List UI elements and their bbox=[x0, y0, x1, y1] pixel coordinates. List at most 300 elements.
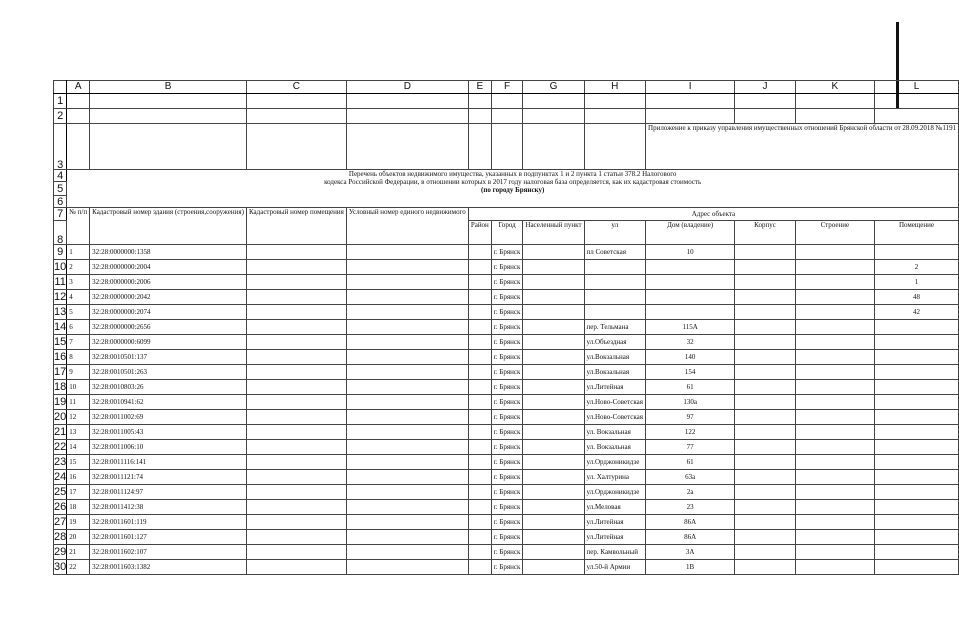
cell-house[interactable]: 61 bbox=[646, 380, 735, 395]
cell-street[interactable] bbox=[584, 260, 646, 275]
cell-conditional-number[interactable] bbox=[346, 290, 468, 305]
row-header[interactable]: 12 bbox=[54, 291, 67, 303]
cell-district[interactable] bbox=[468, 290, 491, 305]
cell-conditional-number[interactable] bbox=[346, 425, 468, 440]
cell[interactable] bbox=[584, 124, 646, 170]
cell-premise-cadastral[interactable] bbox=[246, 485, 346, 500]
cell[interactable] bbox=[67, 124, 90, 170]
cell-district[interactable] bbox=[468, 320, 491, 335]
cell[interactable] bbox=[523, 109, 584, 124]
column-header-j[interactable]: J bbox=[735, 81, 796, 94]
cell-building-cadastral[interactable]: 32:28:0000000:2006 bbox=[90, 275, 247, 290]
cell[interactable] bbox=[523, 94, 584, 109]
cell[interactable] bbox=[90, 109, 247, 124]
cell-premise-cadastral[interactable] bbox=[246, 365, 346, 380]
cell-district[interactable] bbox=[468, 515, 491, 530]
cell-district[interactable] bbox=[468, 485, 491, 500]
cell-conditional-number[interactable] bbox=[346, 305, 468, 320]
cell-settlement[interactable] bbox=[523, 380, 584, 395]
cell-district[interactable] bbox=[468, 530, 491, 545]
cell-city[interactable]: г. Брянск bbox=[491, 515, 523, 530]
cell-num[interactable]: 22 bbox=[67, 560, 90, 575]
cell-city[interactable]: г. Брянск bbox=[491, 305, 523, 320]
cell[interactable] bbox=[67, 94, 90, 109]
cell[interactable] bbox=[874, 109, 958, 124]
cell-corpus[interactable] bbox=[735, 380, 796, 395]
cell-street[interactable]: ул.Объездная bbox=[584, 335, 646, 350]
cell-structure[interactable] bbox=[795, 380, 874, 395]
cell-city[interactable]: г. Брянск bbox=[491, 275, 523, 290]
cell-building-cadastral[interactable]: 32:28:0011412:38 bbox=[90, 500, 247, 515]
row-header[interactable]: 29 bbox=[54, 546, 67, 558]
cell-settlement[interactable] bbox=[523, 485, 584, 500]
cell-district[interactable] bbox=[468, 335, 491, 350]
cell-city[interactable]: г. Брянск bbox=[491, 500, 523, 515]
cell[interactable] bbox=[795, 109, 874, 124]
cell-city[interactable]: г. Брянск bbox=[491, 395, 523, 410]
cell-corpus[interactable] bbox=[735, 455, 796, 470]
cell-corpus[interactable] bbox=[735, 395, 796, 410]
cell-city[interactable]: г. Брянск bbox=[491, 380, 523, 395]
cell-street[interactable]: пл Советская bbox=[584, 245, 646, 260]
cell-building-cadastral[interactable]: 32:28:0011601:127 bbox=[90, 530, 247, 545]
cell-district[interactable] bbox=[468, 545, 491, 560]
cell-house[interactable]: 77 bbox=[646, 440, 735, 455]
cell-premise[interactable] bbox=[874, 380, 958, 395]
cell[interactable] bbox=[584, 109, 646, 124]
cell-structure[interactable] bbox=[795, 260, 874, 275]
cell-city[interactable]: г. Брянск bbox=[491, 290, 523, 305]
row-header[interactable]: 23 bbox=[54, 456, 67, 468]
cell-street[interactable]: ул.50-й Армии bbox=[584, 560, 646, 575]
row-header[interactable]: 10 bbox=[54, 261, 67, 273]
cell-premise[interactable] bbox=[874, 350, 958, 365]
cell-settlement[interactable] bbox=[523, 470, 584, 485]
cell-conditional-number[interactable] bbox=[346, 560, 468, 575]
cell-street[interactable]: ул.Литейная bbox=[584, 380, 646, 395]
cell-corpus[interactable] bbox=[735, 500, 796, 515]
cell-num[interactable]: 20 bbox=[67, 530, 90, 545]
cell-num[interactable]: 7 bbox=[67, 335, 90, 350]
cell-num[interactable]: 16 bbox=[67, 470, 90, 485]
cell[interactable] bbox=[346, 94, 468, 109]
cell-conditional-number[interactable] bbox=[346, 470, 468, 485]
cell-premise[interactable] bbox=[874, 455, 958, 470]
cell-street[interactable] bbox=[584, 305, 646, 320]
cell-structure[interactable] bbox=[795, 410, 874, 425]
row-header[interactable]: 22 bbox=[54, 441, 67, 453]
cell-building-cadastral[interactable]: 32:28:0011601:119 bbox=[90, 515, 247, 530]
cell-settlement[interactable] bbox=[523, 425, 584, 440]
cell[interactable] bbox=[795, 94, 874, 109]
cell-conditional-number[interactable] bbox=[346, 350, 468, 365]
cell-premise-cadastral[interactable] bbox=[246, 410, 346, 425]
cell-premise-cadastral[interactable] bbox=[246, 380, 346, 395]
cell-building-cadastral[interactable]: 32:28:0011116:141 bbox=[90, 455, 247, 470]
column-header-f[interactable]: F bbox=[491, 81, 523, 94]
cell-conditional-number[interactable] bbox=[346, 335, 468, 350]
cell-corpus[interactable] bbox=[735, 260, 796, 275]
column-header-b[interactable]: B bbox=[90, 81, 247, 94]
cell-building-cadastral[interactable]: 32:28:0000000:2004 bbox=[90, 260, 247, 275]
cell-premise-cadastral[interactable] bbox=[246, 545, 346, 560]
cell-city[interactable]: г. Брянск bbox=[491, 560, 523, 575]
cell-city[interactable]: г. Брянск bbox=[491, 530, 523, 545]
cell-conditional-number[interactable] bbox=[346, 320, 468, 335]
cell-settlement[interactable] bbox=[523, 320, 584, 335]
row-header[interactable]: 15 bbox=[54, 336, 67, 348]
cell[interactable] bbox=[646, 94, 735, 109]
cell-num[interactable]: 10 bbox=[67, 380, 90, 395]
cell-city[interactable]: г. Брянск bbox=[491, 260, 523, 275]
cell-premise[interactable] bbox=[874, 245, 958, 260]
cell-num[interactable]: 4 bbox=[67, 290, 90, 305]
cell-district[interactable] bbox=[468, 395, 491, 410]
row-header[interactable]: 18 bbox=[54, 381, 67, 393]
cell[interactable] bbox=[468, 94, 491, 109]
cell-street[interactable] bbox=[584, 275, 646, 290]
cell-building-cadastral[interactable]: 32:28:0011121:74 bbox=[90, 470, 247, 485]
row-header[interactable]: 7 bbox=[54, 208, 67, 221]
cell-district[interactable] bbox=[468, 350, 491, 365]
cell-house[interactable]: 122 bbox=[646, 425, 735, 440]
cell-building-cadastral[interactable]: 32:28:0000000:2656 bbox=[90, 320, 247, 335]
cell-street[interactable]: пер. Тельмана bbox=[584, 320, 646, 335]
cell-structure[interactable] bbox=[795, 455, 874, 470]
column-header-h[interactable]: H bbox=[584, 81, 646, 94]
cell-premise[interactable] bbox=[874, 470, 958, 485]
cell-num[interactable]: 11 bbox=[67, 395, 90, 410]
cell-conditional-number[interactable] bbox=[346, 395, 468, 410]
column-header-d[interactable]: D bbox=[346, 81, 468, 94]
cell-conditional-number[interactable] bbox=[346, 440, 468, 455]
cell-corpus[interactable] bbox=[735, 560, 796, 575]
cell-house[interactable] bbox=[646, 260, 735, 275]
cell-premise[interactable] bbox=[874, 500, 958, 515]
cell-settlement[interactable] bbox=[523, 560, 584, 575]
cell-settlement[interactable] bbox=[523, 440, 584, 455]
cell-house[interactable]: 2а bbox=[646, 485, 735, 500]
cell-corpus[interactable] bbox=[735, 530, 796, 545]
cell-street[interactable]: ул. Вокзальная bbox=[584, 440, 646, 455]
cell-premise[interactable] bbox=[874, 560, 958, 575]
cell-district[interactable] bbox=[468, 440, 491, 455]
row-header[interactable]: 13 bbox=[54, 306, 67, 318]
cell-district[interactable] bbox=[468, 425, 491, 440]
row-header[interactable]: 17 bbox=[54, 366, 67, 378]
cell-num[interactable]: 13 bbox=[67, 425, 90, 440]
cell[interactable] bbox=[468, 109, 491, 124]
cell[interactable] bbox=[874, 94, 958, 109]
cell-corpus[interactable] bbox=[735, 290, 796, 305]
cell-house[interactable]: 130а bbox=[646, 395, 735, 410]
cell[interactable] bbox=[584, 94, 646, 109]
cell-house[interactable]: 115А bbox=[646, 320, 735, 335]
cell-premise[interactable] bbox=[874, 395, 958, 410]
cell-corpus[interactable] bbox=[735, 365, 796, 380]
cell-building-cadastral[interactable]: 32:28:0010501:137 bbox=[90, 350, 247, 365]
cell-num[interactable]: 1 bbox=[67, 245, 90, 260]
cell-structure[interactable] bbox=[795, 350, 874, 365]
cell-corpus[interactable] bbox=[735, 410, 796, 425]
cell-district[interactable] bbox=[468, 470, 491, 485]
cell-building-cadastral[interactable]: 32:28:0010501:263 bbox=[90, 365, 247, 380]
cell-street[interactable]: ул.Литейная bbox=[584, 530, 646, 545]
cell-corpus[interactable] bbox=[735, 515, 796, 530]
cell-premise-cadastral[interactable] bbox=[246, 305, 346, 320]
cell[interactable] bbox=[491, 109, 523, 124]
cell-corpus[interactable] bbox=[735, 320, 796, 335]
cell-street[interactable]: ул.Ново-Советская bbox=[584, 395, 646, 410]
cell-house[interactable] bbox=[646, 305, 735, 320]
row-header[interactable]: 2 bbox=[54, 109, 67, 124]
cell-conditional-number[interactable] bbox=[346, 500, 468, 515]
cell-district[interactable] bbox=[468, 410, 491, 425]
row-header[interactable]: 14 bbox=[54, 321, 67, 333]
cell-premise[interactable]: 1 bbox=[874, 275, 958, 290]
cell-settlement[interactable] bbox=[523, 455, 584, 470]
column-header-g[interactable]: G bbox=[523, 81, 584, 94]
cell-settlement[interactable] bbox=[523, 395, 584, 410]
row-header[interactable]: 28 bbox=[54, 531, 67, 543]
cell-house[interactable]: 86А bbox=[646, 530, 735, 545]
cell-city[interactable]: г. Брянск bbox=[491, 425, 523, 440]
row-header[interactable]: 8 bbox=[54, 221, 67, 245]
cell-settlement[interactable] bbox=[523, 290, 584, 305]
cell-building-cadastral[interactable]: 32:28:0011603:1382 bbox=[90, 560, 247, 575]
cell-house[interactable]: 97 bbox=[646, 410, 735, 425]
cell-city[interactable]: г. Брянск bbox=[491, 320, 523, 335]
cell-building-cadastral[interactable]: 32:28:0000000:2074 bbox=[90, 305, 247, 320]
cell[interactable] bbox=[735, 94, 796, 109]
row-header[interactable]: 27 bbox=[54, 516, 67, 528]
cell-building-cadastral[interactable]: 32:28:0000000:1358 bbox=[90, 245, 247, 260]
cell[interactable] bbox=[523, 124, 584, 170]
cell-settlement[interactable] bbox=[523, 245, 584, 260]
cell-num[interactable]: 2 bbox=[67, 260, 90, 275]
cell-conditional-number[interactable] bbox=[346, 530, 468, 545]
cell-city[interactable]: г. Брянск bbox=[491, 365, 523, 380]
cell-structure[interactable] bbox=[795, 560, 874, 575]
row-header[interactable]: 11 bbox=[54, 276, 66, 288]
cell-street[interactable]: ул.Орджоникидзе bbox=[584, 485, 646, 500]
row-header[interactable]: 30 bbox=[54, 561, 67, 573]
cell-house[interactable]: 1В bbox=[646, 560, 735, 575]
cell-building-cadastral[interactable]: 32:28:0000000:6099 bbox=[90, 335, 247, 350]
cell-conditional-number[interactable] bbox=[346, 380, 468, 395]
cell-building-cadastral[interactable]: 32:28:0011002:69 bbox=[90, 410, 247, 425]
cell-premise[interactable]: 42 bbox=[874, 305, 958, 320]
cell-corpus[interactable] bbox=[735, 350, 796, 365]
column-header-k[interactable]: K bbox=[795, 81, 874, 94]
cell-district[interactable] bbox=[468, 560, 491, 575]
cell-city[interactable]: г. Брянск bbox=[491, 470, 523, 485]
cell-premise-cadastral[interactable] bbox=[246, 515, 346, 530]
cell[interactable] bbox=[346, 124, 468, 170]
cell-num[interactable]: 14 bbox=[67, 440, 90, 455]
cell-street[interactable]: ул.Вокзальная bbox=[584, 350, 646, 365]
cell-building-cadastral[interactable]: 32:28:0011602:107 bbox=[90, 545, 247, 560]
cell-street[interactable]: ул.Меловая bbox=[584, 500, 646, 515]
cell-street[interactable]: ул.Вокзальная bbox=[584, 365, 646, 380]
row-header[interactable]: 5 bbox=[54, 182, 67, 196]
cell-settlement[interactable] bbox=[523, 530, 584, 545]
column-header-c[interactable]: C bbox=[246, 81, 346, 94]
cell-num[interactable]: 5 bbox=[67, 305, 90, 320]
cell[interactable] bbox=[246, 109, 346, 124]
cell-premise-cadastral[interactable] bbox=[246, 455, 346, 470]
cell-num[interactable]: 12 bbox=[67, 410, 90, 425]
cell-house[interactable]: 154 bbox=[646, 365, 735, 380]
cell-house[interactable]: 140 bbox=[646, 350, 735, 365]
cell-structure[interactable] bbox=[795, 275, 874, 290]
cell-conditional-number[interactable] bbox=[346, 275, 468, 290]
cell-structure[interactable] bbox=[795, 395, 874, 410]
cell-street[interactable]: ул. Вокзальная bbox=[584, 425, 646, 440]
cell-city[interactable]: г. Брянск bbox=[491, 350, 523, 365]
cell-premise-cadastral[interactable] bbox=[246, 275, 346, 290]
column-header-i[interactable]: I bbox=[646, 81, 735, 94]
cell-corpus[interactable] bbox=[735, 275, 796, 290]
cell-premise[interactable] bbox=[874, 485, 958, 500]
cell-city[interactable]: г. Брянск bbox=[491, 410, 523, 425]
row-header[interactable]: 6 bbox=[54, 196, 67, 208]
cell-district[interactable] bbox=[468, 455, 491, 470]
cell-premise[interactable] bbox=[874, 545, 958, 560]
cell-conditional-number[interactable] bbox=[346, 245, 468, 260]
cell-premise-cadastral[interactable] bbox=[246, 530, 346, 545]
cell-street[interactable]: ул.Ново-Советская bbox=[584, 410, 646, 425]
cell-house[interactable]: 63а bbox=[646, 470, 735, 485]
cell-district[interactable] bbox=[468, 365, 491, 380]
cell-corpus[interactable] bbox=[735, 545, 796, 560]
cell-house[interactable]: 86А bbox=[646, 515, 735, 530]
cell-premise[interactable]: 2 bbox=[874, 260, 958, 275]
cell-settlement[interactable] bbox=[523, 335, 584, 350]
row-header[interactable]: 3 bbox=[54, 124, 67, 170]
cell-conditional-number[interactable] bbox=[346, 485, 468, 500]
cell-settlement[interactable] bbox=[523, 275, 584, 290]
cell-premise[interactable] bbox=[874, 365, 958, 380]
cell-num[interactable]: 17 bbox=[67, 485, 90, 500]
cell-num[interactable]: 19 bbox=[67, 515, 90, 530]
cell-conditional-number[interactable] bbox=[346, 410, 468, 425]
cell[interactable] bbox=[735, 109, 796, 124]
cell-premise[interactable] bbox=[874, 335, 958, 350]
select-all-corner[interactable] bbox=[54, 81, 67, 94]
cell-premise[interactable] bbox=[874, 320, 958, 335]
cell-settlement[interactable] bbox=[523, 305, 584, 320]
cell-structure[interactable] bbox=[795, 500, 874, 515]
cell-corpus[interactable] bbox=[735, 485, 796, 500]
row-header[interactable]: 19 bbox=[54, 396, 67, 408]
cell-structure[interactable] bbox=[795, 515, 874, 530]
cell-street[interactable]: пер. Камвольный bbox=[584, 545, 646, 560]
cell-num[interactable]: 8 bbox=[67, 350, 90, 365]
cell-premise-cadastral[interactable] bbox=[246, 560, 346, 575]
cell-house[interactable]: 32 bbox=[646, 335, 735, 350]
cell-structure[interactable] bbox=[795, 365, 874, 380]
cell-num[interactable]: 3 bbox=[67, 275, 90, 290]
cell-num[interactable]: 9 bbox=[67, 365, 90, 380]
row-header[interactable]: 16 bbox=[54, 351, 67, 363]
cell-settlement[interactable] bbox=[523, 365, 584, 380]
cell-corpus[interactable] bbox=[735, 305, 796, 320]
cell[interactable] bbox=[90, 94, 247, 109]
cell-structure[interactable] bbox=[795, 305, 874, 320]
cell[interactable] bbox=[646, 109, 735, 124]
cell[interactable] bbox=[491, 124, 523, 170]
cell-premise-cadastral[interactable] bbox=[246, 290, 346, 305]
column-header-a[interactable]: A bbox=[67, 81, 90, 94]
row-header[interactable]: 21 bbox=[54, 426, 67, 438]
cell-house[interactable]: 10 bbox=[646, 245, 735, 260]
cell[interactable] bbox=[491, 94, 523, 109]
cell-premise-cadastral[interactable] bbox=[246, 245, 346, 260]
cell-premise-cadastral[interactable] bbox=[246, 500, 346, 515]
cell-district[interactable] bbox=[468, 500, 491, 515]
cell[interactable] bbox=[67, 109, 90, 124]
cell-premise-cadastral[interactable] bbox=[246, 335, 346, 350]
cell-premise-cadastral[interactable] bbox=[246, 350, 346, 365]
cell-district[interactable] bbox=[468, 260, 491, 275]
row-header[interactable]: 9 bbox=[54, 245, 67, 260]
cell-city[interactable]: г. Брянск bbox=[491, 455, 523, 470]
cell-city[interactable]: г. Брянск bbox=[491, 245, 523, 260]
cell-corpus[interactable] bbox=[735, 440, 796, 455]
cell-premise-cadastral[interactable] bbox=[246, 260, 346, 275]
cell[interactable] bbox=[346, 109, 468, 124]
cell-structure[interactable] bbox=[795, 470, 874, 485]
cell-premise-cadastral[interactable] bbox=[246, 320, 346, 335]
cell-conditional-number[interactable] bbox=[346, 545, 468, 560]
row-header[interactable]: 25 bbox=[54, 486, 67, 498]
row-header[interactable]: 26 bbox=[54, 501, 67, 513]
cell-conditional-number[interactable] bbox=[346, 515, 468, 530]
cell-corpus[interactable] bbox=[735, 335, 796, 350]
cell-premise[interactable] bbox=[874, 425, 958, 440]
cell-premise[interactable] bbox=[874, 515, 958, 530]
cell-premise-cadastral[interactable] bbox=[246, 440, 346, 455]
cell-settlement[interactable] bbox=[523, 500, 584, 515]
cell-district[interactable] bbox=[468, 380, 491, 395]
cell-structure[interactable] bbox=[795, 425, 874, 440]
cell-settlement[interactable] bbox=[523, 545, 584, 560]
cell-house[interactable]: 23 bbox=[646, 500, 735, 515]
cell[interactable] bbox=[468, 124, 491, 170]
cell-premise[interactable] bbox=[874, 410, 958, 425]
cell-street[interactable]: ул.Орджоникидзе bbox=[584, 455, 646, 470]
cell-city[interactable]: г. Брянск bbox=[491, 485, 523, 500]
cell-num[interactable]: 18 bbox=[67, 500, 90, 515]
cell-street[interactable]: ул.Литейная bbox=[584, 515, 646, 530]
cell-street[interactable] bbox=[584, 290, 646, 305]
row-header[interactable]: 4 bbox=[54, 170, 67, 182]
cell-district[interactable] bbox=[468, 245, 491, 260]
cell[interactable] bbox=[246, 94, 346, 109]
cell-house[interactable]: 61 bbox=[646, 455, 735, 470]
cell-building-cadastral[interactable]: 32:28:0011006:10 bbox=[90, 440, 247, 455]
cell-num[interactable]: 6 bbox=[67, 320, 90, 335]
cell-building-cadastral[interactable]: 32:28:0011005:43 bbox=[90, 425, 247, 440]
cell-conditional-number[interactable] bbox=[346, 260, 468, 275]
cell-city[interactable]: г. Брянск bbox=[491, 440, 523, 455]
cell-conditional-number[interactable] bbox=[346, 365, 468, 380]
cell-structure[interactable] bbox=[795, 485, 874, 500]
cell-settlement[interactable] bbox=[523, 515, 584, 530]
cell-structure[interactable] bbox=[795, 320, 874, 335]
cell-building-cadastral[interactable]: 32:28:0011124:97 bbox=[90, 485, 247, 500]
